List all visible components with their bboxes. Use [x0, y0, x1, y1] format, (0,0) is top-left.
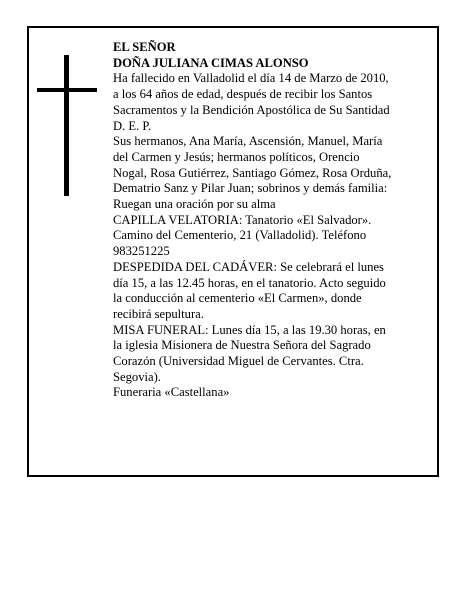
text-line: DESPEDIDA DEL CADÁVER: Se celebrará el lunes [113, 259, 384, 274]
text-line: la conducción al cementerio «El Carmen», donde [113, 291, 362, 306]
text-line: Sacramentos y la Bendición Apostólica de Su Santidad [113, 102, 390, 117]
text-line: Corazón (Universidad Miguel de Cervantes. Ctra. [113, 354, 364, 369]
text-line: Sus hermanos, Ana María, Ascensión, Manuel, María [113, 134, 383, 149]
text-line: Dematrio Sanz y Pilar Juan; sobrinos y demás familia: [113, 181, 388, 196]
text-line: Nogal, Rosa Gutiérrez, Santiago Gómez, Rosa Orduña, [113, 165, 392, 180]
text-line: Ruegan una oración por su alma [113, 197, 276, 212]
notice-title-line-1: EL SEÑOR [113, 40, 176, 54]
text-line: 983251225 [113, 244, 170, 259]
text-line: a los 64 años de edad, después de recibir los Santos [113, 87, 373, 102]
text-line: Ha fallecido en Valladolid el día 14 de Marzo de 2010, [113, 71, 389, 86]
text-line: del Carmen y Jesús; hermanos políticos, Orencio [113, 149, 360, 164]
text-line: la iglesia Misionera de Nuestra Señora del Sagrado [113, 338, 371, 353]
obituary-text [113, 40, 421, 401]
cross-horizontal-bar [37, 88, 97, 92]
cross-vertical-bar [64, 55, 69, 196]
text-line: recibirá sepultura. [113, 306, 204, 321]
latin-cross-icon [37, 55, 97, 196]
text-line: Funeraria «Castellana» [113, 385, 230, 400]
text-line: Camino del Cementerio, 21 (Valladolid). Teléfono [113, 228, 367, 243]
text-line: MISA FUNERAL: Lunes día 15, a las 19.30 horas, en [113, 322, 386, 337]
deceased-name: DOÑA JULIANA CIMAS ALONSO [113, 55, 309, 70]
text-line: día 15, a las 12.45 horas, en el tanatorio. Acto seguido [113, 275, 386, 290]
text-line: D. E. P. [113, 118, 152, 133]
text-line: Segovia). [113, 369, 161, 384]
text-line: CAPILLA VELATORIA: Tanatorio «El Salvador». [113, 212, 372, 227]
